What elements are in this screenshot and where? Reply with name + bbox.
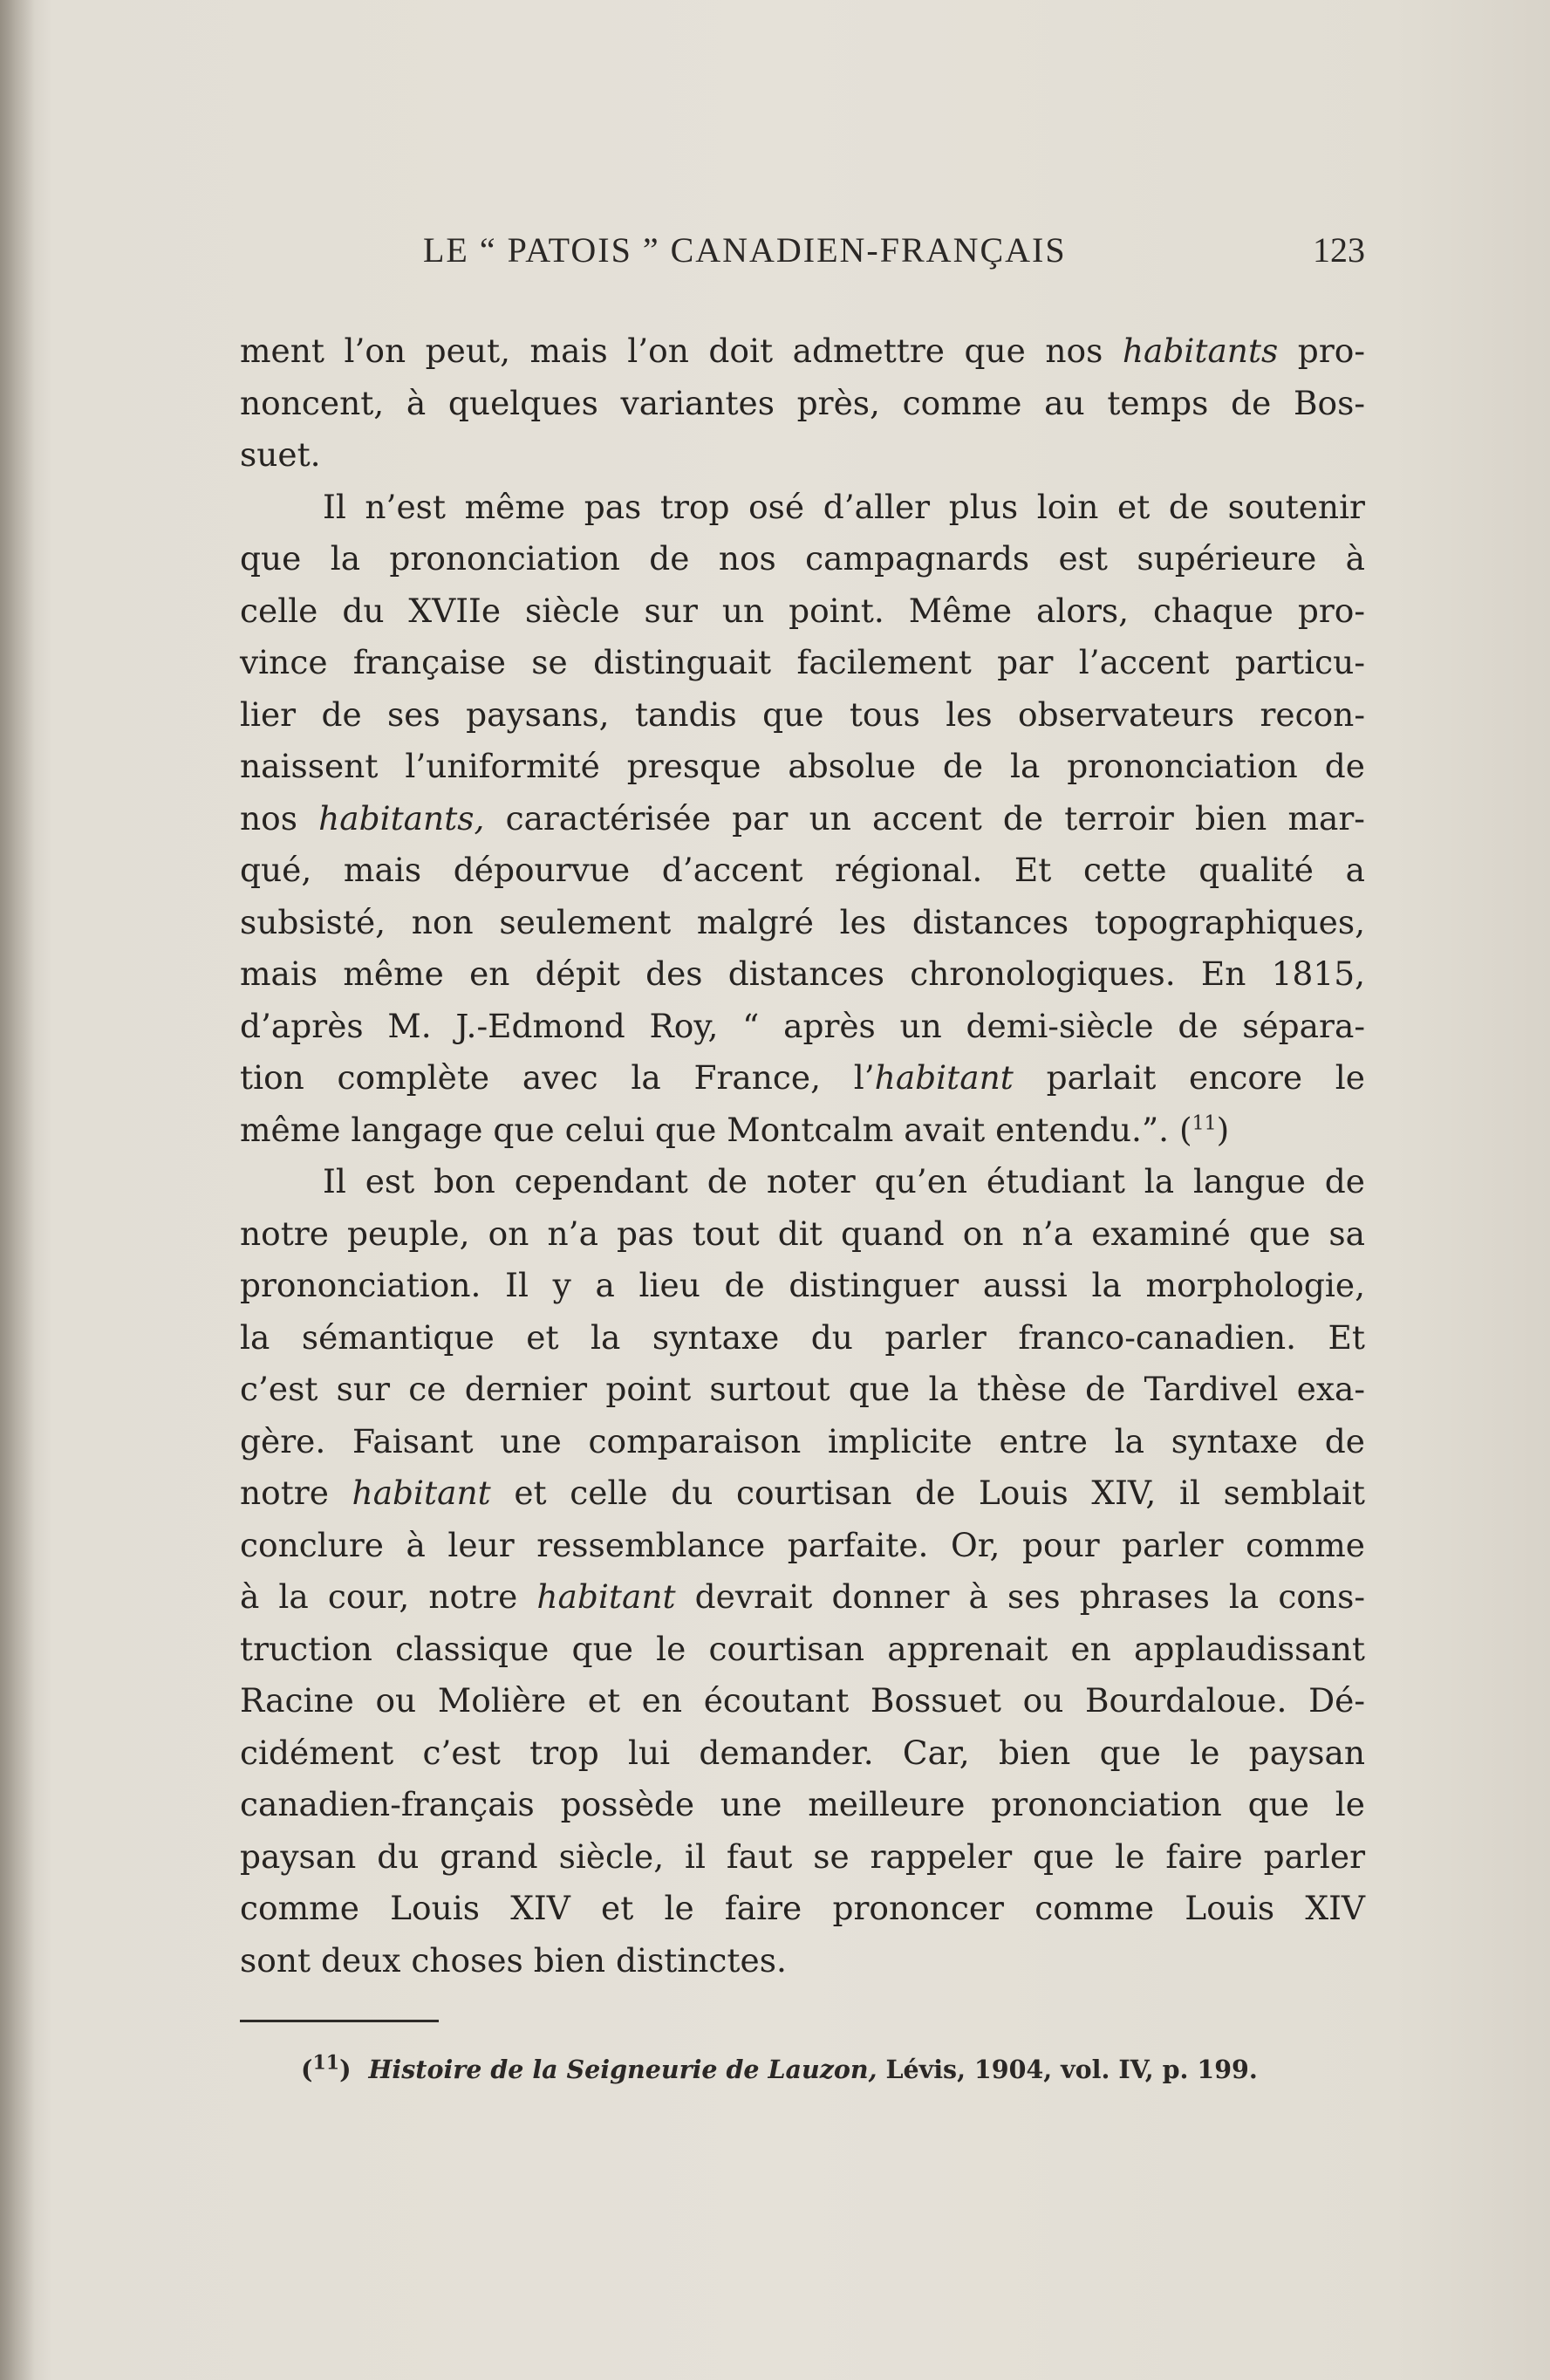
text-line: nos habitants, caractérisée par un accent de terroir bien mar- (240, 798, 1365, 838)
text-line: ment l’on peut, mais l’on doit admettre que nos habitants pro- (240, 332, 1365, 370)
text-line: Racine ou Molière et en écoutant Bossuet ou Bourdaloue. Dé- (240, 1681, 1365, 1720)
footnote-details: Lévis, 1904, vol. IV, p. 199. (877, 2055, 1258, 2084)
footnote-ref[interactable]: 11 (1192, 1112, 1217, 1134)
text-line: truction classique que le courtisan apprenait en applaudissant (240, 1629, 1365, 1668)
text-line: celle du XVIIe siècle sur un point. Même alors, chaque pro- (240, 591, 1365, 630)
footnote-title: Histoire de la Seigneurie de Lauzon, (368, 2055, 877, 2084)
text-line: cidément c’est trop lui demander. Car, bien que le paysan (240, 1733, 1365, 1772)
text-line: à la cour, notre habitant devrait donner à ses phrases la cons- (240, 1577, 1365, 1616)
text-line: mais même en dépit des distances chronologiques. En 1815, (240, 954, 1365, 993)
text-line: naissent l’uniformité presque absolue de la prononciation de (240, 747, 1365, 785)
page-number: 123 (1313, 230, 1365, 270)
text-line: canadien-français possède une meilleure prononciation que le (240, 1785, 1365, 1823)
book-spine-shadow (0, 0, 35, 2380)
text-line: paysan du grand siècle, il faut se rappeler que le faire parler (240, 1836, 1365, 1876)
text-line: comme Louis XIV et le faire prononcer comme Louis XIV (240, 1889, 1365, 1927)
book-page (240, 222, 1365, 2351)
text-line: prononciation. Il y a lieu de distinguer aussi la morphologie, (240, 1266, 1365, 1304)
running-title: LE “ PATOIS ” CANADIEN-FRANÇAIS (423, 230, 1067, 270)
body-text (240, 325, 1365, 1987)
text-line: qué, mais dépourvue d’accent régional. Et cette qualité a (240, 851, 1365, 889)
text-line: notre habitant et celle du courtisan de Louis XIV, il semblait (240, 1474, 1365, 1512)
text-line: vince française se distinguait facilement par l’accent particu- (240, 643, 1365, 681)
footnote-divider (240, 2020, 439, 2022)
text-line: gère. Faisant une comparaison implicite entre la syntaxe de (240, 1421, 1365, 1460)
text-line: tion complète avec la France, l’habitant parlait encore le (240, 1058, 1365, 1097)
text-line: noncent, à quelques variantes près, comme au temps de Bos- (240, 383, 1365, 422)
text-line: la sémantique et la syntaxe du parler franco-canadien. Et (240, 1317, 1365, 1357)
text-line: lier de ses paysans, tandis que tous les observateurs recon- (240, 694, 1365, 734)
text-line: même langage que celui que Montcalm avait entendu.”. ($^{11}$) (240, 1110, 1230, 1149)
text-line: suet. (240, 435, 321, 474)
text-line: c’est sur ce dernier point surtout que la thèse de Tardivel exa- (240, 1370, 1365, 1408)
text-line: sont deux choses bien distinctes. (240, 1940, 787, 1980)
footnote (301, 2050, 1383, 2089)
text-line: que la prononciation de nos campagnards est supérieure à (240, 539, 1365, 578)
text-line: Il n’est même pas trop osé d’aller plus loin et de soutenir (323, 487, 1365, 526)
text-line: Il est bon cependant de noter qu’en étudiant la langue de (323, 1162, 1365, 1200)
text-line: d’après M. J.-Edmond Roy, “ après un demi-siècle de sépara- (240, 1006, 1365, 1045)
footnote-marker: ($^{11}$) (301, 2051, 352, 2084)
running-head (240, 222, 1365, 275)
text-line: conclure à leur ressemblance parfaite. Or, pour parler comme (240, 1525, 1365, 1564)
text-line: subsisté, non seulement malgré les distances topographiques, (240, 902, 1365, 941)
text-line: notre peuple, on n’a pas tout dit quand on n’a examiné que sa (240, 1214, 1365, 1253)
